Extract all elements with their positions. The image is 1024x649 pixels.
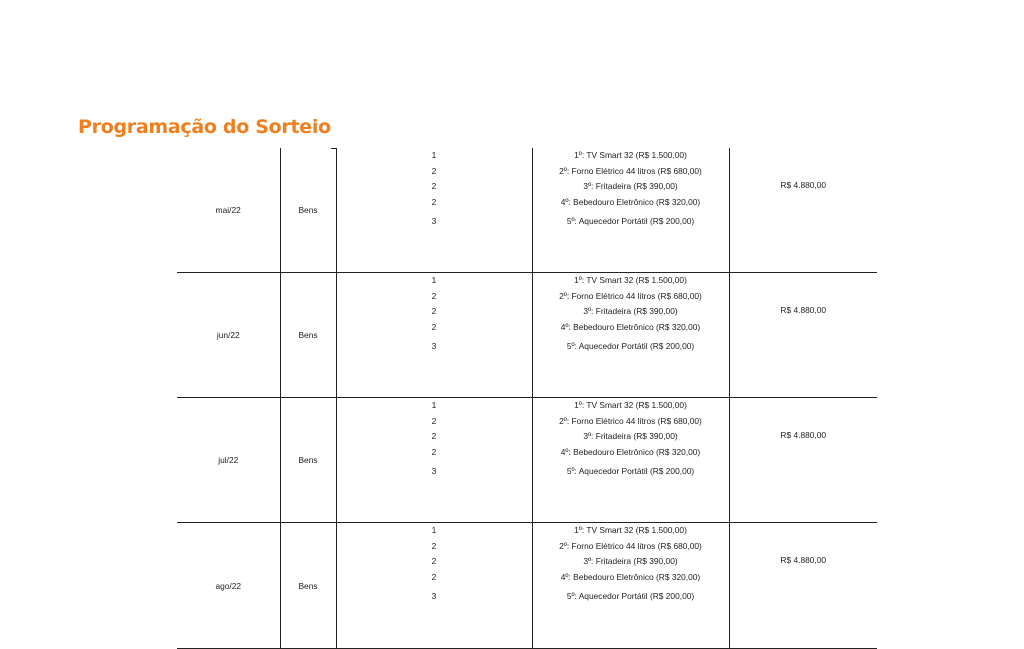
prize-item: 2º: Forno Elétrico 44 litros (R$ 680,00) [559, 540, 702, 551]
table-row [177, 273, 877, 398]
quantity-value: 2 [431, 196, 437, 207]
prize-item: 4º: Bebedouro Eletrônico (R$ 320,00) [560, 196, 701, 207]
prize-item: 5º: Aquecedor Portátil (R$ 200,00) [566, 340, 695, 351]
quantity-value: 2 [431, 556, 437, 566]
prize-item: 3º: Fritadeira (R$ 390,00) [583, 431, 678, 441]
table-row [177, 148, 877, 273]
prize-item: 3º: Fritadeira (R$ 390,00) [583, 556, 678, 566]
quantity-value: 2 [431, 431, 437, 441]
prize-item: 2º: Forno Elétrico 44 litros (R$ 680,00) [559, 415, 702, 426]
quantity-value: 2 [431, 540, 437, 551]
prize-item: 4º: Bebedouro Eletrônico (R$ 320,00) [560, 446, 701, 457]
prize-item: 2º: Forno Elétrico 44 litros (R$ 680,00) [559, 165, 702, 176]
quantity-value: 3 [431, 465, 437, 476]
month-cell: ago/22 [177, 523, 280, 649]
quantity-value: 2 [431, 446, 437, 457]
prizes-cell [532, 273, 729, 398]
draw-schedule-table [177, 148, 877, 649]
quantity-cell [336, 523, 532, 649]
prize-item: 3º: Fritadeira (R$ 390,00) [583, 181, 678, 191]
quantity-value: 2 [431, 571, 437, 582]
quantity-value: 1 [431, 275, 437, 285]
quantity-cell [336, 148, 532, 273]
quantity-value: 3 [431, 215, 437, 226]
category-cell: Bens [280, 273, 336, 398]
prize-item: 5º: Aquecedor Portátil (R$ 200,00) [566, 590, 695, 601]
total-cell: R$ 4.880,00 [729, 523, 877, 649]
prize-item: 5º: Aquecedor Portátil (R$ 200,00) [566, 215, 695, 226]
quantity-value: 1 [431, 400, 437, 410]
quantity-value: 3 [431, 340, 437, 351]
table-row [177, 398, 877, 523]
prize-item: 4º: Bebedouro Eletrônico (R$ 320,00) [560, 571, 701, 582]
total-cell: R$ 4.880,00 [729, 273, 877, 398]
month-cell: mai/22 [177, 148, 280, 273]
prizes-cell [532, 398, 729, 523]
prize-item: 1º: TV Smart 32 (R$ 1.500,00) [574, 275, 687, 285]
table-row [177, 523, 877, 649]
quantity-value: 3 [431, 590, 437, 601]
total-cell: R$ 4.880,00 [729, 148, 877, 273]
category-cell: Bens [280, 148, 336, 273]
prize-item: 1º: TV Smart 32 (R$ 1.500,00) [574, 150, 687, 160]
quantity-value: 1 [431, 150, 437, 160]
total-cell: R$ 4.880,00 [729, 398, 877, 523]
quantity-value: 2 [431, 306, 437, 316]
quantity-value: 2 [431, 181, 437, 191]
prize-item: 2º: Forno Elétrico 44 litros (R$ 680,00) [559, 290, 702, 301]
prizes-cell [532, 523, 729, 649]
quantity-value: 2 [431, 165, 437, 176]
prize-item: 4º: Bebedouro Eletrônico (R$ 320,00) [560, 321, 701, 332]
prizes-cell [532, 148, 729, 273]
category-cell: Bens [280, 523, 336, 649]
prize-item: 3º: Fritadeira (R$ 390,00) [583, 306, 678, 316]
prize-item: 1º: TV Smart 32 (R$ 1.500,00) [574, 400, 687, 410]
category-cell: Bens [280, 398, 336, 523]
quantity-cell [336, 398, 532, 523]
quantity-value: 2 [431, 415, 437, 426]
quantity-value: 1 [431, 525, 437, 535]
quantity-value: 2 [431, 321, 437, 332]
prize-item: 1º: TV Smart 32 (R$ 1.500,00) [574, 525, 687, 535]
month-cell: jun/22 [177, 273, 280, 398]
quantity-value: 2 [431, 290, 437, 301]
month-cell: jul/22 [177, 398, 280, 523]
page-title: Programação do Sorteio [78, 116, 331, 138]
prize-item: 5º: Aquecedor Portátil (R$ 200,00) [566, 465, 695, 476]
quantity-cell [336, 273, 532, 398]
